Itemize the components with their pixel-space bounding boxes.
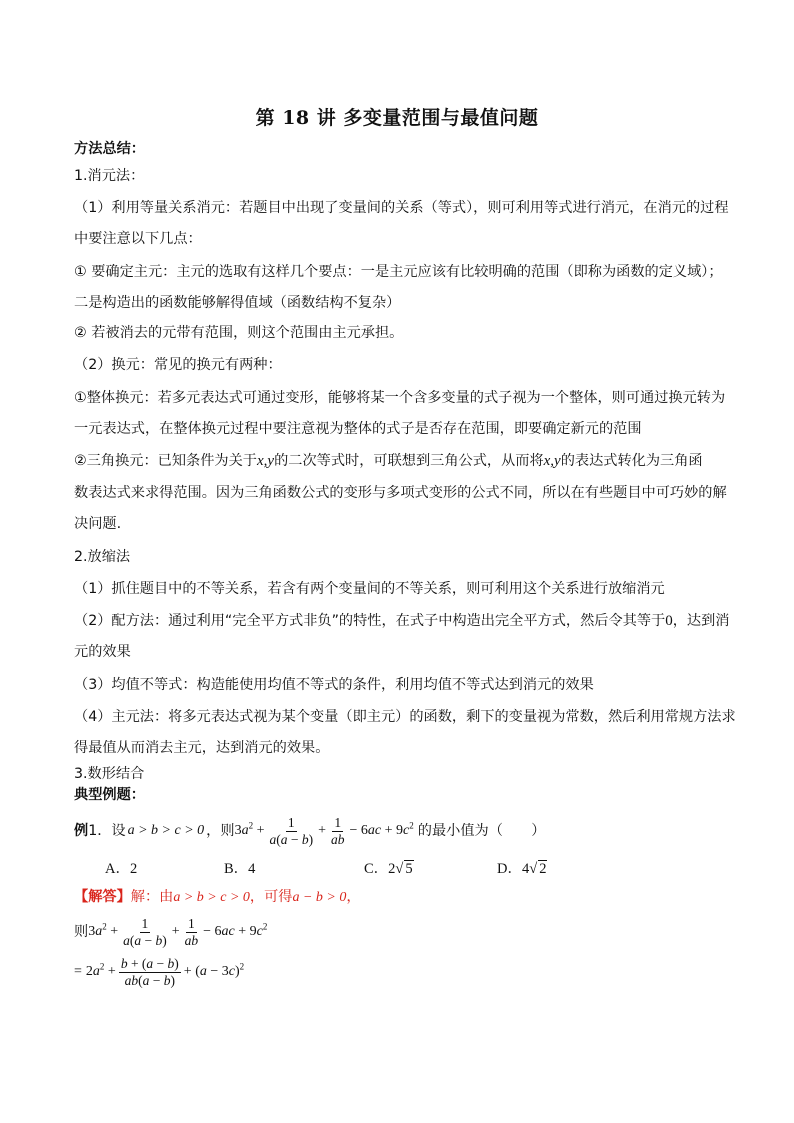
paragraph-text: ② 若被消去的元带有范围，则这个范围由主元承担。 <box>74 325 404 341</box>
equals-sign: = <box>74 964 82 979</box>
paragraph-text: 元的效果 <box>74 644 131 660</box>
choice-a: A．2 <box>105 861 138 877</box>
math-variable: x,y <box>256 453 275 469</box>
math-expression: $2a^2$ + <box>85 961 116 979</box>
text-segment: ，可得 <box>249 889 293 905</box>
answer-tag: 【解答】 <box>74 889 131 905</box>
choice-d <box>497 857 547 878</box>
paragraph-text: （4）主元法：将多元表达式视为某个变量（即主元）的函数，剩下的变量视为常数，然后利用常规方法求 <box>74 709 736 725</box>
math-number: 0 <box>665 613 673 629</box>
paragraph-text: 一元表达式，在整体换元过程中要注意视为整体的式子是否存在范围，即要确定新元的范围 <box>74 421 642 437</box>
text-segment: ，则 <box>206 823 235 839</box>
method-2-heading: 2.放缩法 <box>74 549 131 565</box>
math-fraction: $\frac{b + (a - b)}{ab(a - b)}$ <box>120 955 179 988</box>
text-segment: ②三角换元：已知条件为关于 <box>74 453 257 469</box>
math-expression: + $(a - 3c)^2$ <box>183 961 245 979</box>
choice-text: D．4 <box>497 861 530 877</box>
solution-step-1 <box>74 913 734 951</box>
math-fraction: $\frac{1}{a(a - b)}$ <box>269 814 314 847</box>
example-number: 1．设 <box>88 823 126 839</box>
math-fraction: $\frac{1}{ab}$ <box>331 814 345 847</box>
solution-line <box>74 887 734 908</box>
math-fraction: $\frac{1}{a(a - b)}$ <box>123 915 167 948</box>
typical-examples-heading: 典型例题： <box>74 787 145 803</box>
paragraph-text: ① 要确定主元：主元的选取有这样几个要点：一是主元应该有比较明确的范围（即称为函数的定义域）； <box>74 264 723 280</box>
sqrt-symbol: √ <box>395 861 404 877</box>
paragraph-text: 得最值从而消去主元，达到消元的效果。 <box>74 740 330 756</box>
text-segment: （2）配方法：通过利用“完全平方式非负”的特性，在式子中构造出完全平方式，然后令其等于 <box>74 613 666 629</box>
paragraph-text: （1）抓住题目中的不等关系，若含有两个变量间的不等关系，则可利用这个关系进行放缩消元 <box>74 581 665 597</box>
math-condition <box>173 890 250 905</box>
math-expression: − $6ac + 9c^2$ <box>349 820 414 838</box>
paragraph-text: ①整体换元：若多元表达式可通过变形，能够将某一个含多变量的式子视为一个整体，则可通过换元转为 <box>74 390 726 406</box>
paragraph-text: 决问题. <box>74 516 122 532</box>
text-segment: 的表达式转化为三角函 <box>560 453 703 469</box>
method-3-heading: 3.数形结合 <box>74 766 145 782</box>
paragraph-text <box>74 611 734 631</box>
paragraph-text: （1）利用等量关系消元：若题目中出现了变量间的关系（等式），则可利用等式进行消元，在消元的过程 <box>74 200 729 216</box>
paragraph-text: 中要注意以下几点： <box>74 231 202 247</box>
paragraph-text: （2）换元：常见的换元有两种： <box>74 357 282 373</box>
math-text: a > b > c > 0 <box>173 890 250 905</box>
math-expression: $3a^2$ + <box>88 921 119 939</box>
choice-b: B．4 <box>224 861 256 877</box>
choice-c <box>364 857 414 878</box>
math-text: a − b > 0 <box>292 890 347 905</box>
math-expression: + <box>171 924 180 939</box>
math-fraction: $\frac{1}{ab}$ <box>184 915 199 948</box>
text-segment: 解：由 <box>130 889 174 905</box>
math-text: a > b > c > 0 <box>127 823 205 838</box>
radicand: 2 <box>539 861 547 877</box>
solution-step-2 <box>74 953 734 991</box>
math-condition <box>128 821 205 841</box>
math-result <box>292 890 346 905</box>
text-segment: ， <box>346 889 361 905</box>
text-segment: 的二次等式时，可联想到三角公式，从而将 <box>274 453 544 469</box>
method-1-heading: 1.消元法： <box>74 168 145 184</box>
text-segment: 则 <box>74 924 89 940</box>
method-summary-heading: 方法总结： <box>74 141 145 157</box>
paragraph-text: 二是构造出的函数能够解得值域（函数结构不复杂） <box>74 295 401 311</box>
math-expression: + <box>318 823 326 838</box>
choice-text: C．2 <box>364 861 396 877</box>
example-label: 例 <box>74 823 89 839</box>
text-segment: ，达到消 <box>672 613 730 629</box>
math-variable: x,y <box>543 453 561 469</box>
sqrt-symbol: √ <box>529 861 538 877</box>
radicand: 5 <box>405 861 413 877</box>
math-expression: − $6ac + 9c^2$ <box>203 921 268 939</box>
math-expression: $3a^2$ + <box>234 820 265 838</box>
example-1-question <box>74 812 734 850</box>
paragraph-text: （3）均值不等式：构造能使用均值不等式的条件，利用均值不等式达到消元的效果 <box>74 677 594 693</box>
paragraph-text: 数表达式来求得范围。因为三角函数公式的变形与多项式变形的公式不同，所以在有些题目中可巧妙的解 <box>74 485 727 501</box>
text-segment: 的最小值为（ ） <box>417 823 546 839</box>
paragraph-text <box>74 451 734 471</box>
page-title: 第 18 讲 多变量范围与最值问题 <box>255 107 539 129</box>
